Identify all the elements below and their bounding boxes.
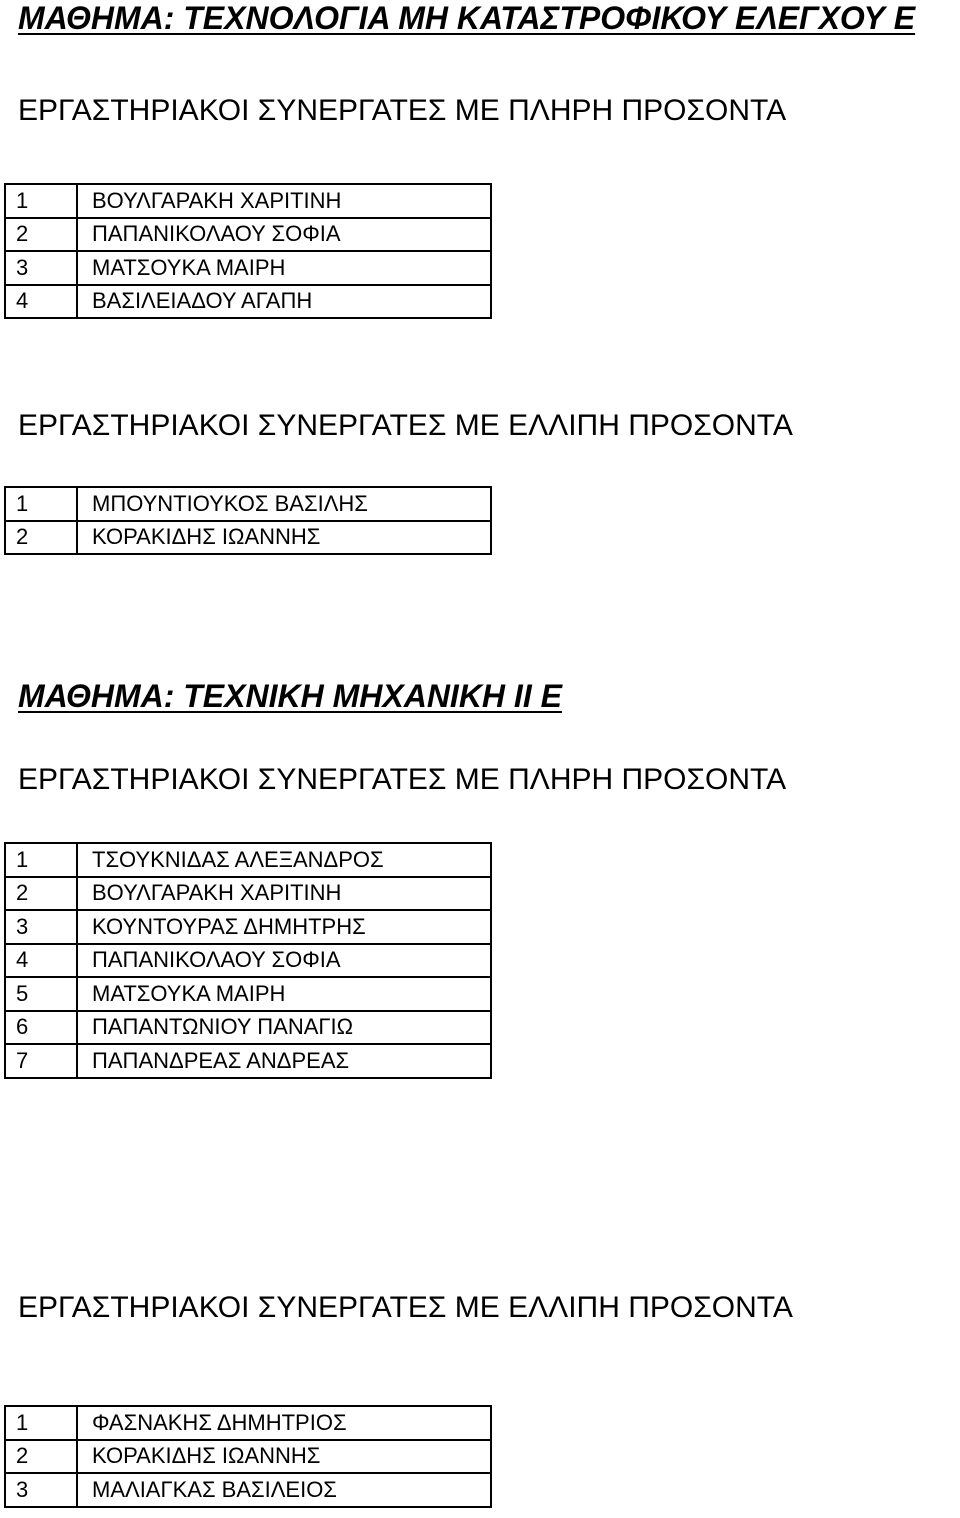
staff-name: ΦΑΣΝΑΚΗΣ ΔΗΜΗΤΡΙΟΣ [77, 1406, 491, 1440]
staff-table [4, 842, 492, 1079]
staff-name: ΒΟΥΛΓΑΡΑΚΗ ΧΑΡΙΤΙΝΗ [77, 184, 491, 218]
row-number: 1 [5, 184, 77, 218]
row-number: 6 [5, 1011, 77, 1045]
table-row [5, 251, 491, 285]
staff-name: ΠΑΠΑΝΙΚΟΛΑΟΥ ΣΟΦΙΑ [77, 218, 491, 252]
row-number: 1 [5, 1406, 77, 1440]
row-number: 3 [5, 251, 77, 285]
course-title: ΜΑΘΗΜΑ: ΤΕΧΝΙΚΗ ΜΗΧΑΝΙΚΗ ΙΙ Ε [18, 678, 562, 714]
staff-name: ΠΑΠΑΝΔΡΕΑΣ ΑΝΔΡΕΑΣ [77, 1044, 491, 1078]
table-row [5, 218, 491, 252]
table-row [5, 285, 491, 319]
table-row [5, 1044, 491, 1078]
row-number: 2 [5, 521, 77, 555]
table-row [5, 843, 491, 877]
staff-table [4, 1405, 492, 1508]
staff-name: ΚΟΡΑΚΙΔΗΣ ΙΩΑΝΝΗΣ [77, 521, 491, 555]
row-number: 4 [5, 285, 77, 319]
table-row [5, 184, 491, 218]
table-row [5, 521, 491, 555]
staff-name: ΚΟΥΝΤΟΥΡΑΣ ΔΗΜΗΤΡΗΣ [77, 910, 491, 944]
row-number: 1 [5, 843, 77, 877]
section-heading-full-qualifications: ΕΡΓΑΣΤΗΡΙΑΚΟΙ ΣΥΝΕΡΓΑΤΕΣ ΜΕ ΠΛΗΡΗ ΠΡΟΣΟΝΤΑ [18, 763, 787, 796]
table-row [5, 1473, 491, 1507]
table-row [5, 944, 491, 978]
staff-name: ΒΑΣΙΛΕΙΑΔΟΥ ΑΓΑΠΗ [77, 285, 491, 319]
staff-name: ΜΑΤΣΟΥΚΑ ΜΑΙΡΗ [77, 977, 491, 1011]
staff-name: ΚΟΡΑΚΙΔΗΣ ΙΩΑΝΝΗΣ [77, 1440, 491, 1474]
table-row [5, 977, 491, 1011]
row-number: 7 [5, 1044, 77, 1078]
table-row [5, 1406, 491, 1440]
table-row [5, 487, 491, 521]
staff-name: ΜΠΟΥΝΤΙΟΥΚΟΣ ΒΑΣΙΛΗΣ [77, 487, 491, 521]
section-heading-full-qualifications: ΕΡΓΑΣΤΗΡΙΑΚΟΙ ΣΥΝΕΡΓΑΤΕΣ ΜΕ ΠΛΗΡΗ ΠΡΟΣΟΝΤΑ [18, 94, 787, 127]
row-number: 3 [5, 910, 77, 944]
table-row [5, 910, 491, 944]
staff-name: ΜΑΛΙΑΓΚΑΣ ΒΑΣΙΛΕΙΟΣ [77, 1473, 491, 1507]
staff-name: ΠΑΠΑΝΙΚΟΛΑΟΥ ΣΟΦΙΑ [77, 944, 491, 978]
staff-name: ΒΟΥΛΓΑΡΑΚΗ ΧΑΡΙΤΙΝΗ [77, 877, 491, 911]
staff-table [4, 183, 492, 319]
row-number: 3 [5, 1473, 77, 1507]
table-row [5, 877, 491, 911]
row-number: 1 [5, 487, 77, 521]
row-number: 2 [5, 877, 77, 911]
section-heading-partial-qualifications: ΕΡΓΑΣΤΗΡΙΑΚΟΙ ΣΥΝΕΡΓΑΤΕΣ ΜΕ ΕΛΛΙΠΗ ΠΡΟΣΟΝΤΑ [18, 1291, 793, 1324]
staff-name: ΜΑΤΣΟΥΚΑ ΜΑΙΡΗ [77, 251, 491, 285]
table-row [5, 1440, 491, 1474]
table-row [5, 1011, 491, 1045]
staff-table [4, 486, 492, 555]
row-number: 2 [5, 1440, 77, 1474]
row-number: 4 [5, 944, 77, 978]
staff-name: ΤΣΟΥΚΝΙΔΑΣ ΑΛΕΞΑΝΔΡΟΣ [77, 843, 491, 877]
section-heading-partial-qualifications: ΕΡΓΑΣΤΗΡΙΑΚΟΙ ΣΥΝΕΡΓΑΤΕΣ ΜΕ ΕΛΛΙΠΗ ΠΡΟΣΟΝΤΑ [18, 409, 793, 442]
row-number: 5 [5, 977, 77, 1011]
staff-name: ΠΑΠΑΝΤΩΝΙΟΥ ΠΑΝΑΓΙΩ [77, 1011, 491, 1045]
course-title: ΜΑΘΗΜΑ: ΤΕΧΝΟΛΟΓΙΑ ΜΗ ΚΑΤΑΣΤΡΟΦΙΚΟΥ ΕΛΕΓΧΟΥ Ε [18, 0, 916, 36]
row-number: 2 [5, 218, 77, 252]
